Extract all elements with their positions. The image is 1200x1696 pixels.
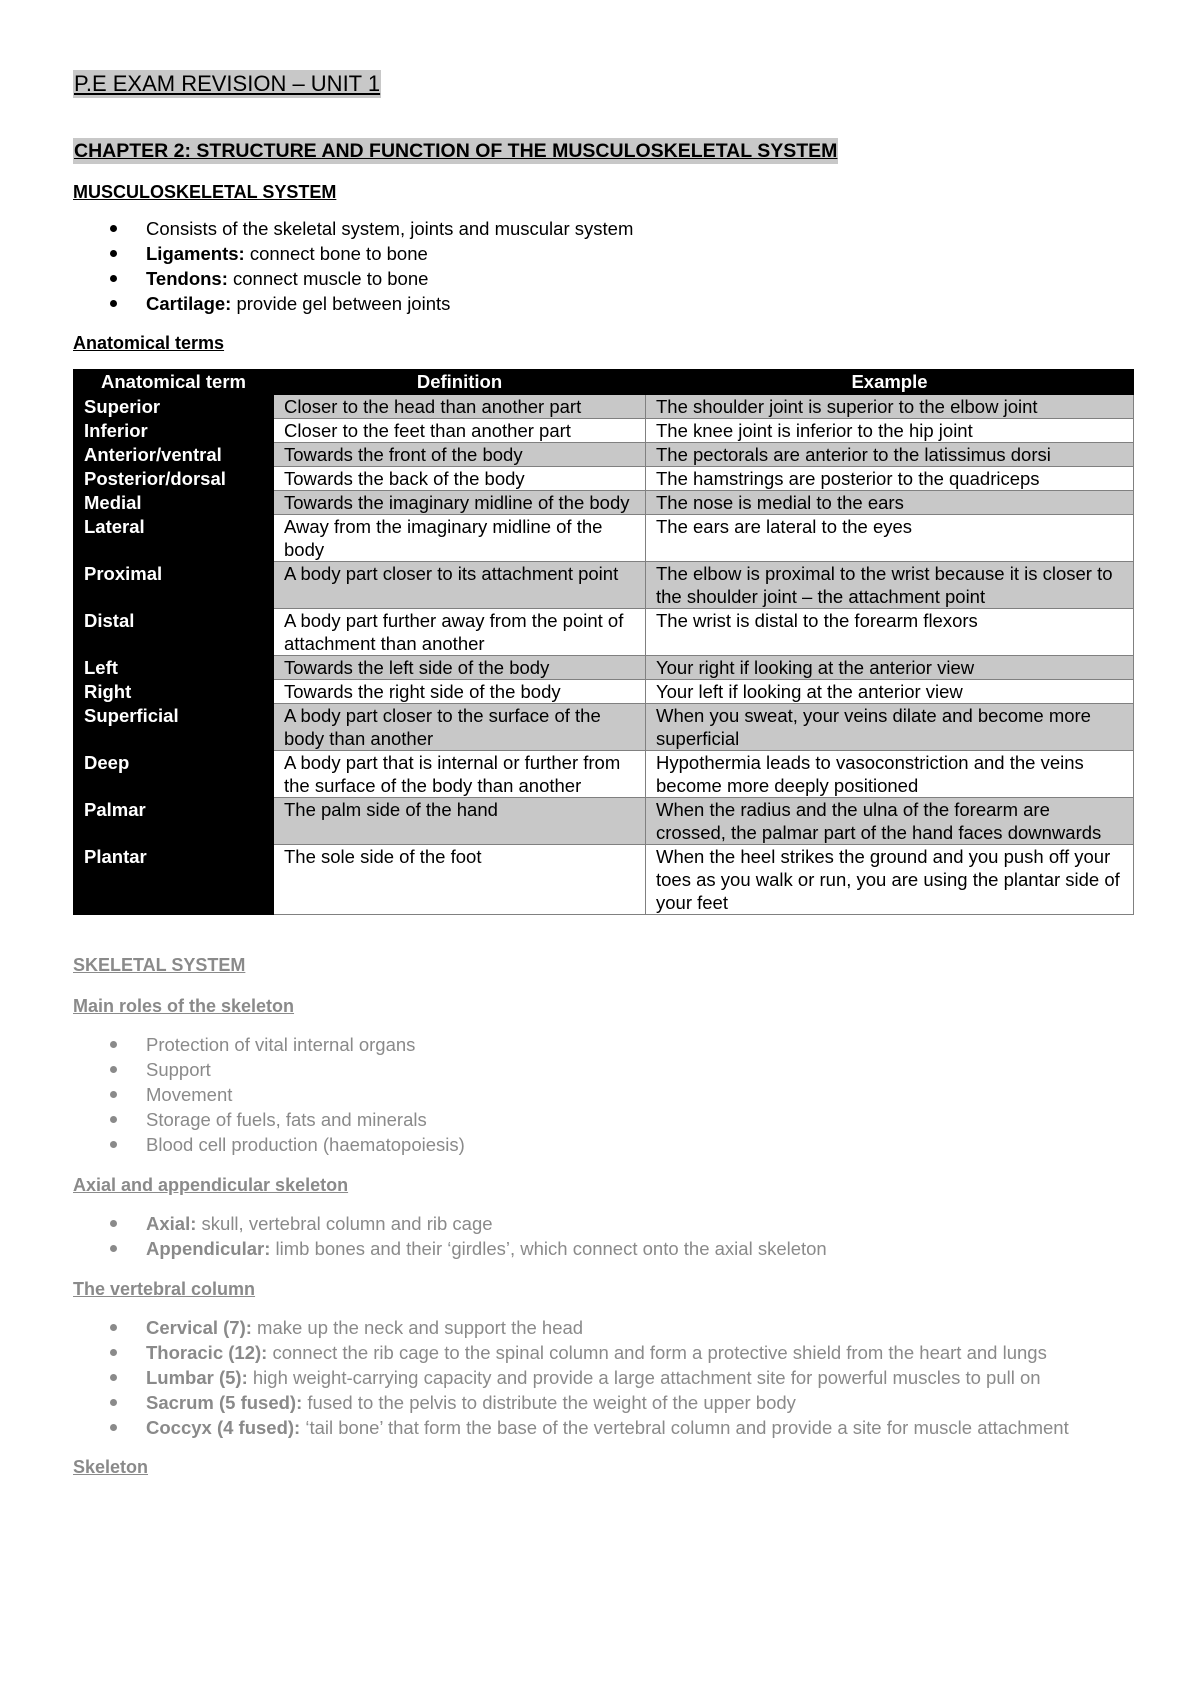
list-item-text: fused to the pelvis to distribute the weight of the upper body bbox=[302, 1392, 796, 1413]
term-cell: Right bbox=[74, 680, 274, 704]
term-cell: Anterior/ventral bbox=[74, 443, 274, 467]
term-cell: Lateral bbox=[74, 515, 274, 562]
list-item-text: Consists of the skeletal system, joints and muscular system bbox=[146, 218, 634, 239]
table-header-row bbox=[74, 370, 1134, 395]
definition-cell: Closer to the feet than another part bbox=[274, 419, 646, 443]
table-row bbox=[74, 798, 1134, 845]
list-item-label: Tendons: bbox=[146, 268, 228, 289]
table-row bbox=[74, 515, 1134, 562]
table-row bbox=[74, 751, 1134, 798]
term-cell: Superior bbox=[74, 395, 274, 419]
definition-cell: Away from the imaginary midline of the body bbox=[274, 515, 646, 562]
list-item-label: Thoracic (12): bbox=[146, 1342, 268, 1363]
list-item-label: Coccyx (4 fused): bbox=[146, 1417, 301, 1438]
list-item-label: Lumbar (5): bbox=[146, 1367, 248, 1388]
term-cell: Deep bbox=[74, 751, 274, 798]
list-item-label: Cartilage: bbox=[146, 293, 232, 314]
list-item bbox=[73, 291, 1133, 316]
definition-cell: Closer to the head than another part bbox=[274, 395, 646, 419]
example-cell: The knee joint is inferior to the hip joint bbox=[646, 419, 1134, 443]
column-header: Anatomical term bbox=[74, 370, 274, 395]
table-row bbox=[74, 845, 1134, 915]
anatomical-terms-heading: Anatomical terms bbox=[73, 333, 225, 353]
vertebral-column-list bbox=[73, 1315, 1133, 1440]
term-cell: Plantar bbox=[74, 845, 274, 915]
chapter-heading: CHAPTER 2: STRUCTURE AND FUNCTION OF THE MUSCULOSKELETAL SYSTEM bbox=[74, 140, 838, 162]
table-row bbox=[74, 680, 1134, 704]
example-cell: Your left if looking at the anterior view bbox=[646, 680, 1134, 704]
list-item-text: limb bones and their ‘girdles’, which connect onto the axial skeleton bbox=[270, 1238, 827, 1259]
list-item-text: connect the rib cage to the spinal column and form a protective shield from the heart and lungs bbox=[267, 1342, 1047, 1363]
term-cell: Medial bbox=[74, 491, 274, 515]
table-row bbox=[74, 395, 1134, 419]
skeletal-section bbox=[73, 953, 1133, 1479]
definition-cell: A body part further away from the point of attachment than another bbox=[274, 609, 646, 656]
term-cell: Superficial bbox=[74, 704, 274, 751]
skeleton-heading: Skeleton bbox=[73, 1457, 149, 1477]
list-item: Blood cell production (haematopoiesis) bbox=[73, 1132, 1133, 1157]
definition-cell: Towards the left side of the body bbox=[274, 656, 646, 680]
definition-cell: Towards the right side of the body bbox=[274, 680, 646, 704]
example-cell: The nose is medial to the ears bbox=[646, 491, 1134, 515]
table-row bbox=[74, 467, 1134, 491]
example-cell: The shoulder joint is superior to the elbow joint bbox=[646, 395, 1134, 419]
term-cell: Posterior/dorsal bbox=[74, 467, 274, 491]
definition-cell: Towards the back of the body bbox=[274, 467, 646, 491]
column-header: Example bbox=[646, 370, 1134, 395]
definition-cell: The sole side of the foot bbox=[274, 845, 646, 915]
table-row bbox=[74, 609, 1134, 656]
example-cell: The ears are lateral to the eyes bbox=[646, 515, 1134, 562]
term-cell: Palmar bbox=[74, 798, 274, 845]
vertebral-column-heading: The vertebral column bbox=[73, 1279, 256, 1299]
definition-cell: A body part that is internal or further from the surface of the body than another bbox=[274, 751, 646, 798]
list-item bbox=[73, 1315, 1133, 1340]
list-item bbox=[73, 241, 1133, 266]
musculoskeletal-heading: MUSCULOSKELETAL SYSTEM bbox=[73, 182, 337, 202]
example-cell: The hamstrings are posterior to the quadriceps bbox=[646, 467, 1134, 491]
list-item bbox=[73, 1365, 1133, 1390]
example-cell: When you sweat, your veins dilate and become more superficial bbox=[646, 704, 1134, 751]
musculoskeletal-list bbox=[73, 216, 1133, 316]
example-cell: The wrist is distal to the forearm flexors bbox=[646, 609, 1134, 656]
table-row bbox=[74, 491, 1134, 515]
list-item-text: connect bone to bone bbox=[244, 243, 428, 264]
list-item bbox=[73, 1390, 1133, 1415]
list-item bbox=[73, 266, 1133, 291]
skeletal-heading: SKELETAL SYSTEM bbox=[73, 955, 246, 975]
axial-list bbox=[73, 1211, 1133, 1261]
list-item-text: provide gel between joints bbox=[231, 293, 451, 314]
definition-cell: The palm side of the hand bbox=[274, 798, 646, 845]
main-roles-list bbox=[73, 1032, 1133, 1157]
example-cell: The pectorals are anterior to the latissimus dorsi bbox=[646, 443, 1134, 467]
definition-cell: Towards the front of the body bbox=[274, 443, 646, 467]
list-item-label: Sacrum (5 fused): bbox=[146, 1392, 303, 1413]
list-item bbox=[73, 1236, 1133, 1261]
example-cell: When the radius and the ulna of the forearm are crossed, the palmar part of the hand faces downwards bbox=[646, 798, 1134, 845]
list-item-text: connect muscle to bone bbox=[227, 268, 429, 289]
example-cell: Hypothermia leads to vasoconstriction and the veins become more deeply positioned bbox=[646, 751, 1134, 798]
column-header: Definition bbox=[274, 370, 646, 395]
example-cell: The elbow is proximal to the wrist because it is closer to the shoulder joint – the attachment point bbox=[646, 562, 1134, 609]
table-row bbox=[74, 443, 1134, 467]
list-item-label: Appendicular: bbox=[146, 1238, 271, 1259]
main-roles-heading: Main roles of the skeleton bbox=[73, 996, 295, 1016]
table-row bbox=[74, 419, 1134, 443]
definition-cell: A body part closer to the surface of the body than another bbox=[274, 704, 646, 751]
table-row bbox=[74, 704, 1134, 751]
list-item-label: Axial: bbox=[146, 1213, 197, 1234]
term-cell: Distal bbox=[74, 609, 274, 656]
list-item-text: make up the neck and support the head bbox=[251, 1317, 584, 1338]
list-item bbox=[73, 1415, 1133, 1440]
list-item: Protection of vital internal organs bbox=[73, 1032, 1133, 1057]
list-item bbox=[73, 1340, 1133, 1365]
table-row bbox=[74, 562, 1134, 609]
example-cell: When the heel strikes the ground and you push off your toes as you walk or run, you are using the plantar side of your feet bbox=[646, 845, 1134, 915]
term-cell: Inferior bbox=[74, 419, 274, 443]
axial-heading: Axial and appendicular skeleton bbox=[73, 1175, 349, 1195]
example-cell: Your right if looking at the anterior view bbox=[646, 656, 1134, 680]
anatomical-terms-body bbox=[74, 395, 1134, 915]
list-item-label: Cervical (7): bbox=[146, 1317, 252, 1338]
term-cell: Left bbox=[74, 656, 274, 680]
list-item bbox=[73, 216, 1133, 241]
definition-cell: A body part closer to its attachment point bbox=[274, 562, 646, 609]
list-item-text: ‘tail bone’ that form the base of the vertebral column and provide a site for muscle attachment bbox=[300, 1417, 1069, 1438]
document-title: P.E EXAM REVISION – UNIT 1 bbox=[74, 71, 381, 96]
list-item-label: Ligaments: bbox=[146, 243, 245, 264]
term-cell: Proximal bbox=[74, 562, 274, 609]
document-content bbox=[73, 70, 1133, 1479]
list-item-text: skull, vertebral column and rib cage bbox=[196, 1213, 493, 1234]
list-item: Storage of fuels, fats and minerals bbox=[73, 1107, 1133, 1132]
table-row bbox=[74, 656, 1134, 680]
anatomical-terms-table bbox=[73, 369, 1134, 915]
list-item: Support bbox=[73, 1057, 1133, 1082]
list-item-text: high weight-carrying capacity and provide a large attachment site for powerful muscles to pull on bbox=[247, 1367, 1041, 1388]
list-item bbox=[73, 1211, 1133, 1236]
definition-cell: Towards the imaginary midline of the body bbox=[274, 491, 646, 515]
list-item: Movement bbox=[73, 1082, 1133, 1107]
